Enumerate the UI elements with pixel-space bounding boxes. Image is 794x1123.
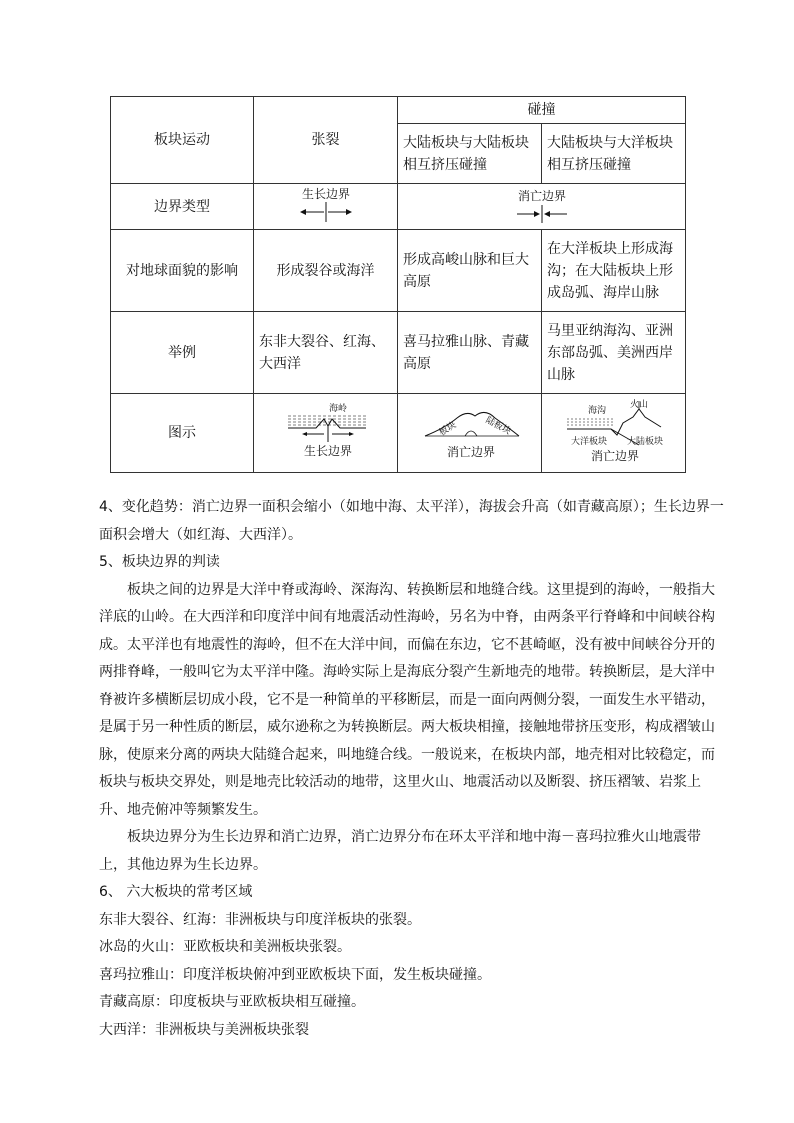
list-item: 喜玛拉雅山：印度洋板块俯冲到亚欧板块下面，发生板块碰撞。: [99, 966, 491, 983]
heading-six-plates: 6、 六大板块的常考区域: [99, 884, 253, 900]
figure-destructive-label-a: 消亡边界: [446, 445, 495, 459]
header-continent-continent: 大陆板块与大陆板块相互挤压碰撞: [398, 124, 542, 184]
row-label-effect: 对地球面貌的影响: [111, 230, 254, 312]
paragraph-boundary-types: 板块边界分为生长边界和消亡边界，消亡边界分布在环太平洋和地中海－喜玛拉雅火山地震带上，其他边界为生长边界。: [99, 829, 701, 873]
plate-boundary-table: [110, 96, 686, 473]
list-item: 冰岛的火山：亚欧板块和美洲板块张裂。: [99, 939, 351, 955]
header-collision: 碰撞: [398, 97, 686, 124]
figure-cc-cell: [398, 394, 542, 473]
paragraph-boundary-explanation: 板块之间的边界是大洋中脊或海岭、深海沟、转换断层和地缝合线。这里提到的海岭，一般指大洋底的山岭。在大西洋和印度洋中间有地震活动性海岭，另名为中脊，由两条平行脊峰和中间峡谷构成。太平洋也有地震性的海岭，但不在大洋中间，而偏在东边，它不甚崎岖，没有被中间峡谷分开的两排脊峰，一般叫它为太平洋中隆。海岭实际上是海底分裂产生新地壳的地带。转换断层，是大洋中脊被许多横断层切成小段，它不是一种简单的平移断层，而是一面向两侧分裂，一面发生水平错动，是属于另一种性质的断层，威尔逊称之为转换断层。两大板块相撞，接触地带挤压变形，构成褶皱山脉，使原来分离的两块大陆缝合起来，叫地缝合线。一般说来，在板块内部，地壳相对比较稳定，而板块与板块交界处，则是地壳比较活动的地带，这里火山、地震活动以及断裂、挤压褶皱、岩浆上升、地壳俯冲等频繁发生。: [99, 581, 715, 818]
destructive-boundary-symbol: [497, 187, 587, 227]
mid-ocean-ridge-diagram: [266, 398, 386, 468]
example-continent-ocean: 马里亚纳海沟、亚洲东部岛弧、美洲西岸山脉: [542, 312, 686, 394]
example-continent-continent: 喜马拉雅山脉、青藏高原: [398, 312, 542, 394]
header-plate-motion: 板块运动: [111, 97, 254, 184]
list-item: 青藏高原：印度板块与亚欧板块相互碰撞。: [99, 994, 365, 1010]
list-item: 东非大裂谷、红海：非洲板块与印度洋板块的张裂。: [99, 911, 421, 928]
destructive-boundary-label: 消亡边界: [517, 188, 566, 203]
example-rift: 东非大裂谷、红海、大西洋: [254, 312, 398, 394]
plate-a-label: 板块: [437, 420, 458, 439]
list-item: 大西洋：非洲板块与美洲板块张裂: [99, 1021, 309, 1038]
ridge-label: 海岭: [328, 404, 347, 414]
ocean-continent-subduction-diagram: [549, 397, 679, 469]
ocean-plate-label: 大洋板块: [570, 437, 607, 447]
growth-boundary-symbol: [286, 187, 366, 227]
continent-plate-label: 大陆板块: [626, 437, 663, 447]
growth-boundary-label: 生长边界: [301, 186, 350, 201]
row-label-example: 举例: [111, 312, 254, 394]
paragraph-trend: 4、变化趋势：消亡边界一面积会缩小（如地中海、太平洋），海拔会升高（如青藏高原）；生长边界一面积会增大（如红海、大西洋）。: [99, 499, 724, 543]
destructive-boundary-cell: [398, 184, 686, 230]
figure-co-cell: [542, 394, 686, 473]
growth-boundary-cell: [254, 184, 398, 230]
row-label-boundary-type: 边界类型: [111, 184, 254, 230]
header-rift: 张裂: [254, 97, 398, 184]
continental-collision-diagram: [405, 398, 535, 468]
effect-continent-continent: 形成高峻山脉和巨大高原: [398, 230, 542, 312]
trench-label: 海沟: [587, 406, 606, 416]
heading-boundary-reading: 5、板块边界的判读: [99, 554, 220, 570]
plate-b-label: 陆板块: [483, 415, 512, 437]
volcano-label: 火山: [629, 400, 648, 410]
figure-growth-label: 生长边界: [303, 444, 352, 458]
figure-rift-cell: [254, 394, 398, 473]
header-continent-ocean: 大陆板块与大洋板块相互挤压碰撞: [542, 124, 686, 184]
figure-destructive-label-b: 消亡边界: [590, 449, 639, 463]
effect-continent-ocean: 在大洋板块上形成海沟；在大陆板块上形成岛弧、海岸山脉: [542, 230, 686, 312]
row-label-figure: 图示: [111, 394, 254, 473]
effect-rift: 形成裂谷或海洋: [254, 230, 398, 312]
body-text: [99, 494, 727, 1044]
